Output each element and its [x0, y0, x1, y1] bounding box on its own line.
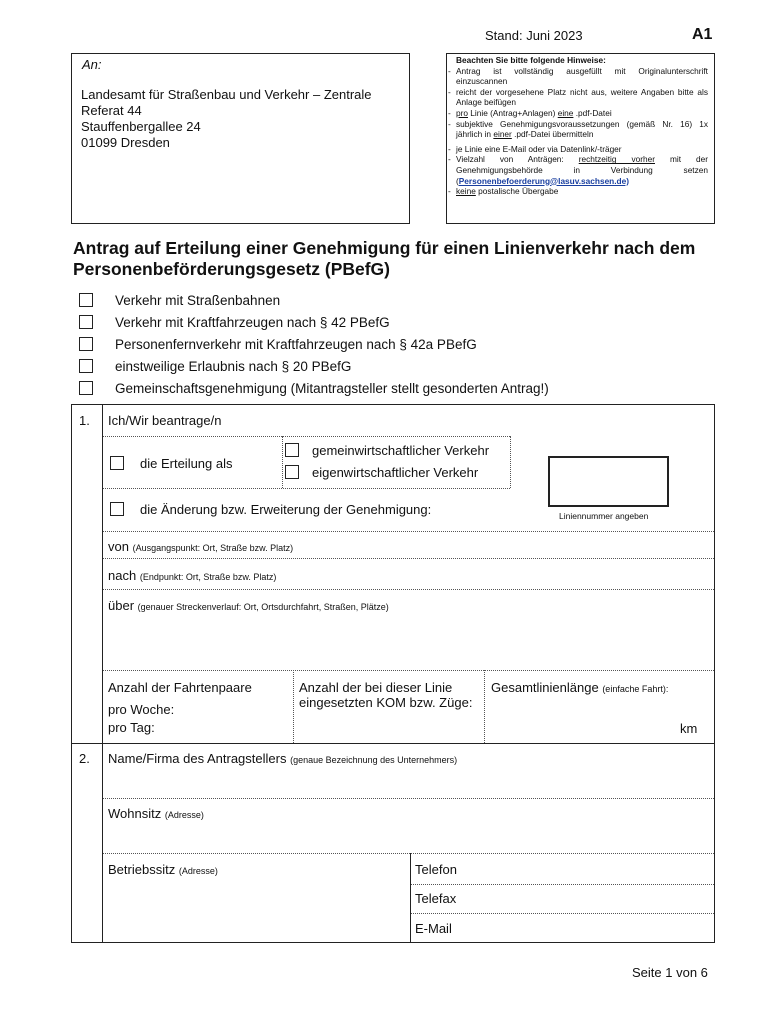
pro-woche-label: pro Woche:	[108, 702, 175, 717]
form-number: A1	[692, 26, 713, 43]
email-label: E-Mail	[415, 921, 452, 936]
eigenwirtschaftlich-label: eigenwirtschaftlicher Verkehr	[312, 465, 479, 480]
hints-title: Beachten Sie bitte folgende Hinweise:	[456, 55, 606, 65]
hint-item: - Antrag ist vollständig ausgefüllt mit Originalunterschrift einzuscannen	[456, 66, 708, 87]
erteilung-checkbox[interactable]	[110, 456, 124, 470]
hint-item: - Vielzahl von Anträgen: rechtzeitig vorher mit der Genehmigungsbehörde in Verbindung setzen (Personenbefoerderung@lasuv.sachsen.de)	[456, 154, 708, 186]
eigenwirtschaftlich-checkbox[interactable]	[285, 465, 299, 479]
application-table	[71, 404, 715, 943]
antragsteller-name-label: Name/Firma des Antragstellers (genaue Bezeichnung des Unternehmers)	[108, 751, 458, 766]
hint-item: - je Linie eine E-Mail oder via Datenlink/-träger	[456, 144, 708, 155]
nach-field-label: nach (Endpunkt: Ort, Straße bzw. Platz)	[108, 568, 277, 583]
checkbox[interactable]	[79, 337, 93, 351]
kom-label: Anzahl der bei dieser Linie eingesetzten KOM bzw. Züge:	[299, 680, 473, 710]
aenderung-checkbox[interactable]	[110, 502, 124, 516]
hint-item: - reicht der vorgesehene Platz nicht aus, weitere Angaben bitte als Anlage beifügen	[456, 87, 708, 108]
wohnsitz-label: Wohnsitz (Adresse)	[108, 806, 204, 821]
pro-tag-label: pro Tag:	[108, 720, 155, 735]
checkbox[interactable]	[79, 359, 93, 373]
linienlaenge-label: Gesamtlinienlänge (einfache Fahrt):	[491, 680, 669, 695]
liniennummer-field[interactable]	[548, 456, 669, 507]
betriebssitz-label: Betriebssitz (Adresse)	[108, 862, 218, 877]
km-unit: km	[680, 721, 698, 736]
hint-item: - keine postalische Übergabe	[456, 186, 708, 197]
fahrtenpaare-label: Anzahl der Fahrtenpaare	[108, 680, 252, 695]
hint-item: - subjektive Genehmigungsvoraussetzungen (gemäß Nr. 16) 1x jährlich in einer .pdf-Datei übermitteln	[456, 119, 708, 140]
checkbox[interactable]	[79, 315, 93, 329]
liniennummer-hint: Liniennummer angeben	[559, 511, 649, 521]
address-line: Referat 44	[81, 103, 142, 118]
erteilung-label: die Erteilung als	[140, 456, 233, 471]
checkbox[interactable]	[79, 293, 93, 307]
section-2-number: 2.	[79, 751, 90, 766]
checkbox[interactable]	[79, 381, 93, 395]
stand-date: Stand: Juni 2023	[485, 28, 583, 43]
telefon-label: Telefon	[415, 862, 457, 877]
ueber-field-label: über (genauer Streckenverlauf: Ort, Ortsdurchfahrt, Straßen, Plätze)	[108, 598, 389, 613]
von-field-label: von (Ausgangspunkt: Ort, Straße bzw. Platz)	[108, 539, 294, 554]
form-title: Antrag auf Erteilung einer Genehmigung für einen Linienverkehr nach dem Personenbeförderungsgesetz (PBefG)	[73, 238, 696, 279]
page-number: Seite 1 von 6	[632, 965, 708, 980]
email-link[interactable]: Personenbefoerderung@lasuv.sachsen.de)	[458, 175, 630, 186]
section-1-heading: Ich/Wir beantrage/n	[108, 413, 222, 428]
section-1-number: 1.	[79, 413, 90, 428]
address-lines	[81, 87, 372, 151]
address-to-label: An:	[82, 57, 102, 72]
address-line: 01099 Dresden	[81, 135, 170, 150]
address-line: Landesamt für Straßenbau und Verkehr – Zentrale	[81, 87, 372, 102]
hints-box	[446, 53, 715, 224]
gemeinwirtschaftlich-label: gemeinwirtschaftlicher Verkehr	[312, 443, 490, 458]
aenderung-label: die Änderung bzw. Erweiterung der Genehmigung:	[140, 502, 432, 517]
address-line: Stauffenbergallee 24	[81, 119, 201, 134]
address-box	[71, 53, 410, 224]
gemeinwirtschaftlich-checkbox[interactable]	[285, 443, 299, 457]
telefax-label: Telefax	[415, 891, 457, 906]
hint-item: - pro Linie (Antrag+Anlagen) eine .pdf-Datei	[456, 108, 708, 119]
